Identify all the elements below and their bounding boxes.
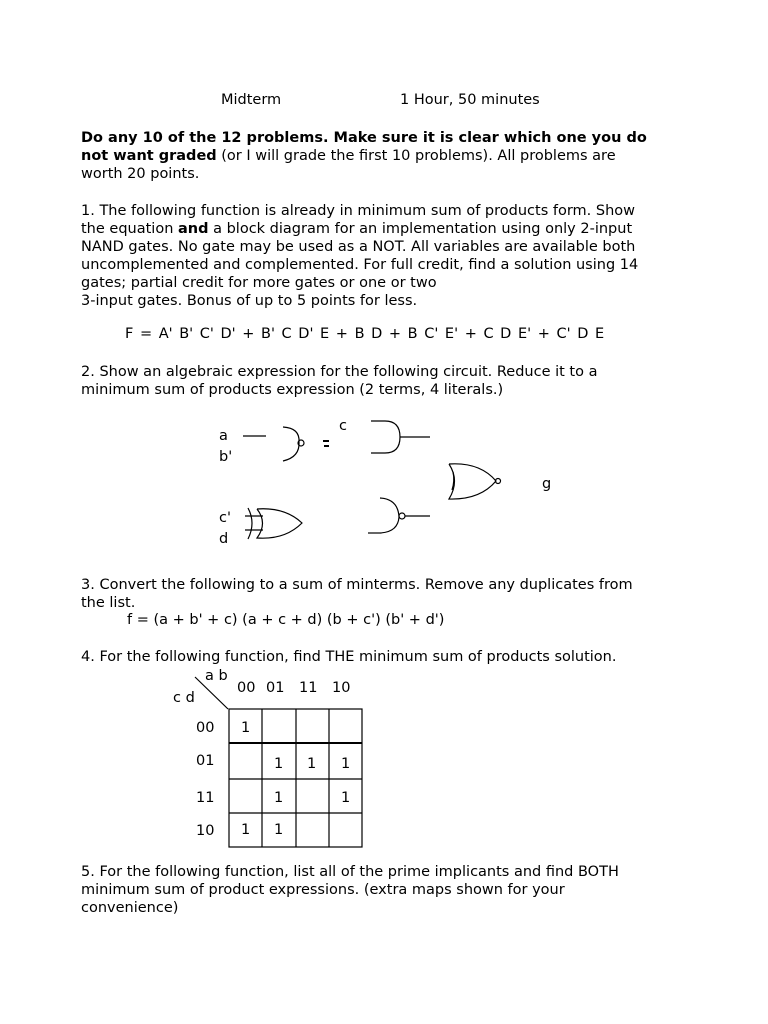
problem2-line1: 2. Show an algebraic expression for the following circuit. Reduce it to a (81, 364, 598, 380)
exam-title: Midterm (221, 92, 282, 108)
problem1-line2b: a block diagram for an implementation using only 2-input (208, 221, 633, 237)
kmap-cell: 1 (341, 756, 351, 772)
kmap-cell: 1 (341, 790, 351, 806)
kmap-cell: 1 (241, 822, 251, 838)
kmap-row-header: 00 (196, 720, 215, 736)
kmap-cell: 1 (274, 790, 284, 806)
problem1-line1: 1. The following function is already in minimum sum of products form. Show (81, 203, 636, 219)
problem2-line2: minimum sum of products expression (2 terms, 4 literals.) (81, 382, 504, 398)
kmap-col-header: 01 (266, 680, 285, 696)
problem1-line4: uncomplemented and complemented. For full credit, find a solution using 14 (81, 257, 639, 273)
kmap-row-header: 11 (196, 790, 215, 806)
kmap-cell: 1 (307, 756, 317, 772)
circuit-label-a: a (219, 428, 228, 444)
problem1-line6: 3-input gates. Bonus of up to 5 points for less. (81, 293, 418, 309)
instructions-bold-line2: not want graded (81, 148, 217, 164)
circuit-label-c: c (339, 418, 347, 434)
exam-duration: 1 Hour, 50 minutes (400, 92, 540, 108)
kmap-row-variable: c d (173, 690, 195, 706)
instructions-line3: worth 20 points. (81, 166, 200, 182)
problem1-line2-bold: and (178, 221, 209, 237)
circuit-label-g: g (542, 476, 552, 492)
kmap-col-header: 00 (237, 680, 256, 696)
problem1-equation: F = A' B' C' D' + B' C D' E + B D + B C' E' + C D E' + C' D E (125, 326, 605, 342)
problem1-line2a: the equation (81, 221, 178, 237)
problem1-line3: NAND gates. No gate may be used as a NOT. All variables are available both (81, 239, 636, 255)
problem5-line1: 5. For the following function, list all of the prime implicants and find BOTH (81, 864, 619, 880)
circuit-label-d: d (219, 531, 229, 547)
circuit-label-b-prime: b' (219, 449, 233, 465)
kmap-col-header: 11 (299, 680, 318, 696)
kmap-cell: 1 (274, 756, 284, 772)
kmap-row-header: 01 (196, 753, 215, 769)
instructions-bold-line1: Do any 10 of the 12 problems. Make sure it is clear which one you do (81, 130, 647, 146)
problem3-equation: f = (a + b' + c) (a + c + d) (b + c') (b' + d') (127, 612, 445, 628)
problem3-line1: 3. Convert the following to a sum of minterms. Remove any duplicates from (81, 577, 633, 593)
problem3-line2: the list. (81, 595, 136, 611)
kmap-cell: 1 (274, 822, 284, 838)
kmap-row-header: 10 (196, 823, 215, 839)
problem4-line1: 4. For the following function, find THE minimum sum of products solution. (81, 649, 617, 665)
problem1-line5: gates; partial credit for more gates or one or two (81, 275, 437, 291)
kmap-col-header: 10 (332, 680, 351, 696)
instructions-line2: (or I will grade the first 10 problems). All problems are (216, 148, 616, 164)
problem-5 (81, 863, 681, 917)
circuit-label-c-prime: c' (219, 510, 231, 526)
problem5-line2: minimum sum of product expressions. (extra maps shown for your (81, 882, 565, 898)
kmap-cell: 1 (241, 720, 251, 736)
problem5-line3: convenience) (81, 900, 179, 916)
kmap-col-variable: a b (205, 668, 228, 684)
